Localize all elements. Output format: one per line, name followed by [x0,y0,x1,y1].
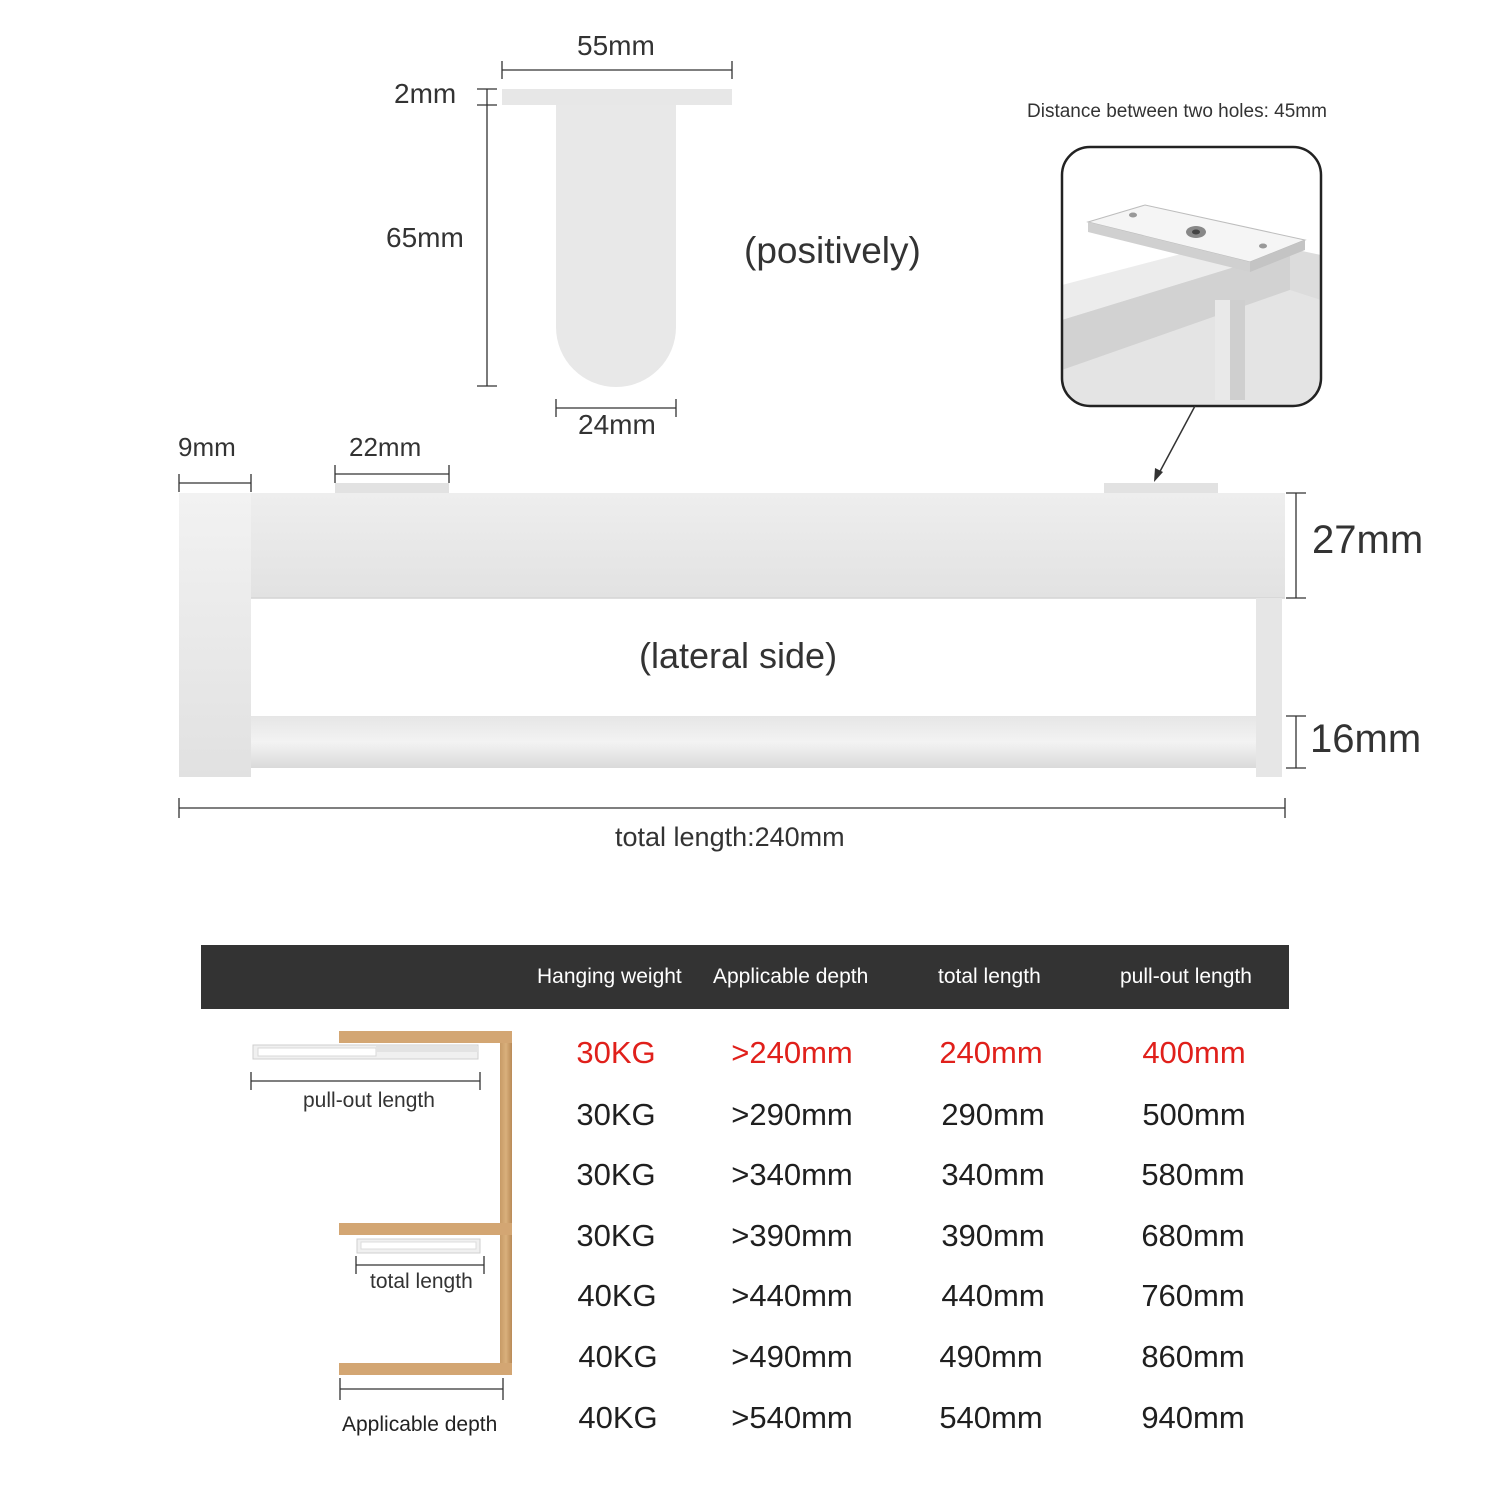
cell-total: 390mm [941,1218,1045,1253]
thickness-label: 2mm [394,78,457,109]
cell-total: 540mm [939,1400,1043,1435]
cell-pullout: 760mm [1141,1278,1245,1313]
side-view-caption: (lateral side) [639,635,838,676]
cell-weight: 40KG [578,1339,658,1374]
cell-depth: >540mm [731,1400,853,1435]
end-cap-left [179,493,251,777]
upper-bar [251,493,1285,598]
cell-depth: >340mm [731,1157,853,1192]
cabinet-middle-shelf [339,1223,512,1235]
cell-pullout: 500mm [1142,1097,1246,1132]
cell-weight: 30KG [576,1035,656,1070]
mount-plate-right [1104,483,1218,493]
cabinet-back-panel [500,1031,512,1375]
inset-pointer [1157,406,1195,477]
cell-total: 290mm [941,1097,1045,1132]
cabinet-bottom-shelf [339,1363,512,1375]
cell-depth: >290mm [731,1097,853,1132]
legend-depth-label: Applicable depth [342,1413,498,1436]
total-length-label: total length:240mm [615,822,845,852]
plate-width-label: 22mm [349,432,422,462]
cell-pullout: 680mm [1141,1218,1245,1253]
cell-weight: 30KG [576,1097,656,1132]
cell-pullout: 580mm [1141,1157,1245,1192]
cell-weight: 30KG [576,1218,656,1253]
cell-pullout: 860mm [1141,1339,1245,1374]
cell-pullout: 400mm [1142,1035,1246,1070]
height-label: 65mm [386,222,464,253]
mount-stem [556,105,676,387]
header-applicable-depth: Applicable depth [713,965,869,988]
header-hanging-weight: Hanging weight [537,965,682,988]
legend-pullout-label: pull-out length [303,1089,435,1112]
mount-plate [502,89,732,105]
cell-total: 440mm [941,1278,1045,1313]
cell-pullout: 940mm [1141,1400,1245,1435]
bar-height-label: 27mm [1312,518,1424,562]
width-label: 55mm [577,30,655,61]
cabinet-top-shelf [339,1031,512,1043]
end-width-label: 9mm [178,432,236,462]
lower-rod [251,716,1256,768]
cell-weight: 40KG [578,1400,658,1435]
inset-detail [1062,147,1321,482]
cell-weight: 30KG [576,1157,656,1192]
header-total-length: total length [938,965,1041,988]
cell-total: 490mm [939,1339,1043,1374]
rod-height-label: 16mm [1310,717,1422,761]
top-view [477,61,732,417]
cell-total: 240mm [939,1035,1043,1070]
stem-width-label: 24mm [578,409,656,440]
header-pullout-length: pull-out length [1120,965,1252,988]
cell-depth: >240mm [731,1035,853,1070]
top-view-caption: (positively) [744,230,921,271]
cabinet-illustration [251,1031,512,1400]
cell-depth: >390mm [731,1218,853,1253]
end-post-right [1256,598,1282,777]
cell-depth: >490mm [731,1339,853,1374]
cell-weight: 40KG [577,1278,657,1313]
legend-total-label: total length [370,1270,473,1293]
mount-plate-left [335,483,449,493]
cell-depth: >440mm [731,1278,853,1313]
inset-caption: Distance between two holes: 45mm [1027,101,1327,122]
cell-total: 340mm [941,1157,1045,1192]
